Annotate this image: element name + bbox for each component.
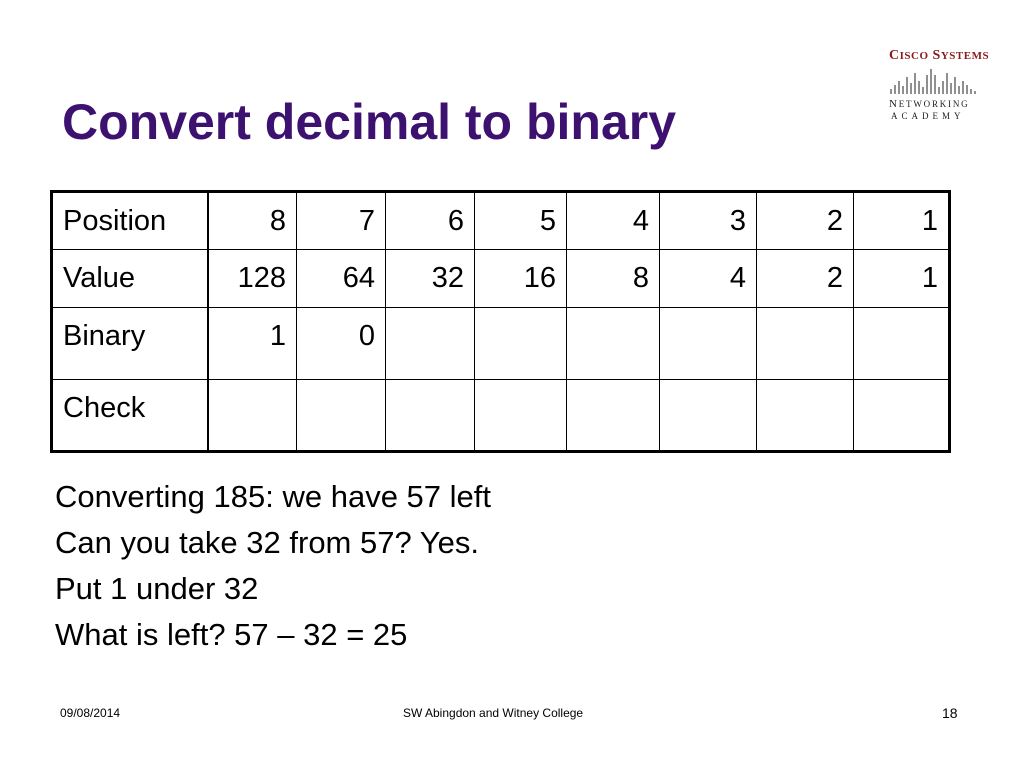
table-cell: 2 — [757, 250, 854, 308]
table-cell: 3 — [660, 192, 757, 250]
table-cell — [386, 308, 475, 380]
table-cell — [208, 380, 297, 452]
table-cell: 5 — [475, 192, 567, 250]
table-cell: 2 — [757, 192, 854, 250]
note-line: Can you take 32 from 57? Yes. — [55, 525, 479, 560]
table-cell: 16 — [475, 250, 567, 308]
table-cell: 4 — [567, 192, 660, 250]
table-cell: 4 — [660, 250, 757, 308]
table-cell: 8 — [567, 250, 660, 308]
page-number: 18 — [942, 705, 958, 721]
table-cell — [567, 308, 660, 380]
row-header: Binary — [52, 308, 208, 380]
table-cell — [297, 380, 386, 452]
binary-conversion-table — [50, 190, 951, 453]
table-cell: 128 — [208, 250, 297, 308]
logo-text-networking: NETWORKING — [889, 98, 970, 110]
note-line: Put 1 under 32 — [55, 571, 259, 606]
table-cell: 8 — [208, 192, 297, 250]
table-cell — [475, 380, 567, 452]
table-cell: 7 — [297, 192, 386, 250]
logo-text-cisco-systems: CISCO SYSTEMS — [889, 48, 990, 63]
note-line: Converting 185: we have 57 left — [55, 479, 491, 514]
note-line: What is left? 57 – 32 = 25 — [55, 617, 408, 652]
table-cell: 6 — [386, 192, 475, 250]
table-row — [52, 250, 950, 308]
table-row — [52, 380, 950, 452]
cisco-networking-academy-logo — [885, 48, 990, 122]
row-header: Value — [52, 250, 208, 308]
table-cell: 1 — [854, 250, 950, 308]
table-cell — [757, 308, 854, 380]
table-cell: 32 — [386, 250, 475, 308]
table-cell: 1 — [854, 192, 950, 250]
table-cell — [567, 380, 660, 452]
explanation-text — [55, 474, 491, 658]
row-header: Position — [52, 192, 208, 250]
slide-title: Convert decimal to binary — [62, 94, 677, 150]
cisco-bars-icon — [889, 65, 979, 95]
footer-college: SW Abingdon and Witney College — [403, 706, 584, 720]
row-header: Check — [52, 380, 208, 452]
table-cell: 1 — [208, 308, 297, 380]
table-cell — [660, 308, 757, 380]
logo-text-academy: ACADEMY — [891, 111, 965, 121]
table-cell — [757, 380, 854, 452]
table-row — [52, 308, 950, 380]
table-cell — [660, 380, 757, 452]
footer-date: 09/08/2014 — [60, 706, 121, 720]
table-cell: 64 — [297, 250, 386, 308]
table-cell — [854, 308, 950, 380]
table-cell: 0 — [297, 308, 386, 380]
table-cell — [386, 380, 475, 452]
table-cell — [854, 380, 950, 452]
table-row — [52, 192, 950, 250]
table-cell — [475, 308, 567, 380]
